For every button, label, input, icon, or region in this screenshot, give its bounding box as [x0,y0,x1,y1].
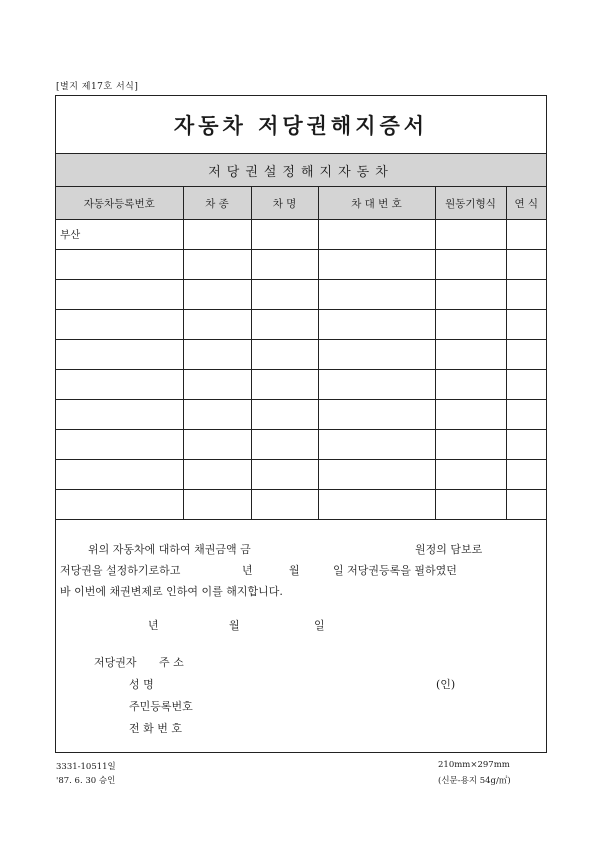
table-cell[interactable] [318,340,435,370]
seal-mark: (인) [436,678,456,691]
table-cell[interactable] [318,220,435,250]
table-cell[interactable] [318,310,435,340]
header-chassis-number: 차 대 번 호 [318,187,435,220]
resident-number-label: 주민등록번호 [129,700,193,713]
table-cell[interactable] [506,310,546,340]
table-cell[interactable] [56,280,183,310]
table-cell[interactable] [251,280,318,310]
table-cell[interactable] [251,220,318,250]
table-cell[interactable] [251,310,318,340]
header-vehicle-type: 차 종 [183,187,251,220]
table-cell[interactable] [251,400,318,430]
table-cell[interactable] [506,400,546,430]
table-row [56,280,546,310]
table-cell[interactable] [183,460,251,490]
table-row [56,430,546,460]
header-model-year: 연 식 [506,187,546,220]
table-cell[interactable] [435,460,506,490]
table-cell[interactable] [506,340,546,370]
table-cell[interactable] [183,430,251,460]
header-engine-type: 원동기형식 [435,187,506,220]
table-cell[interactable] [56,370,183,400]
table-cell[interactable] [318,250,435,280]
paper-size: 210mm×297mm [438,760,510,770]
statement-line-2-year: 년 [242,564,253,577]
section-title: 저당권설정해지자동차 [56,154,546,187]
table-cell[interactable] [318,460,435,490]
address-label: 주 소 [159,656,184,669]
table-cell[interactable] [183,370,251,400]
table-cell[interactable] [506,280,546,310]
table-cell[interactable] [506,370,546,400]
table-cell[interactable] [183,220,251,250]
form-code: 3331-10511일 [56,762,116,772]
approval-date: '87. 6. 30 승인 [56,776,116,786]
table-cell[interactable] [56,250,183,280]
table-row [56,460,546,490]
certificate-form [55,95,547,753]
table-cell[interactable] [506,490,546,520]
table-cell[interactable] [506,220,546,250]
table-cell[interactable] [251,460,318,490]
header-registration-number: 자동차등록번호 [56,187,183,220]
vehicle-table [56,187,546,520]
paper-spec: (신문-용지 54g/㎡) [438,776,511,786]
table-cell[interactable] [435,220,506,250]
document-title: 자동차 저당권해지증서 [56,96,546,154]
table-cell[interactable] [506,250,546,280]
table-cell[interactable] [435,490,506,520]
table-row [56,220,546,250]
statement-line-2b: 일 저당권등록을 필하였던 [333,564,457,577]
table-cell[interactable] [251,370,318,400]
table-cell[interactable] [183,490,251,520]
table-cell[interactable] [56,310,183,340]
table-cell[interactable] [183,280,251,310]
table-cell[interactable] [435,310,506,340]
table-row [56,370,546,400]
table-cell[interactable] [318,400,435,430]
name-label: 성 명 [129,678,154,691]
table-row [56,250,546,280]
table-cell[interactable] [56,460,183,490]
date-day-label: 일 [314,619,325,632]
statement-line-3: 바 이번에 채권변제로 인하여 이를 해지합니다. [60,585,283,598]
date-year-label: 년 [148,619,159,632]
form-number-label: [별지 제17호 서식] [56,82,139,92]
table-cell[interactable] [435,400,506,430]
date-month-label: 월 [229,619,240,632]
table-cell[interactable] [56,340,183,370]
table-row [56,340,546,370]
table-cell[interactable] [251,340,318,370]
table-cell[interactable] [435,430,506,460]
table-row [56,310,546,340]
table-row [56,400,546,430]
table-cell[interactable] [183,400,251,430]
table-cell[interactable] [251,430,318,460]
header-vehicle-name: 차 명 [251,187,318,220]
statement-line-2-month: 월 [289,564,300,577]
phone-label: 전 화 번 호 [129,722,182,735]
table-cell[interactable] [56,430,183,460]
table-cell[interactable] [435,250,506,280]
table-header-row [56,187,546,220]
table-cell[interactable] [435,340,506,370]
table-cell[interactable] [435,280,506,310]
table-cell[interactable] [318,280,435,310]
table-cell[interactable] [56,490,183,520]
statement-line-1b: 원정의 담보로 [415,543,483,556]
statement-line-1a: 위의 자동차에 대하여 채권금액 금 [88,543,251,556]
table-cell[interactable] [183,310,251,340]
table-cell[interactable] [318,370,435,400]
table-cell[interactable]: 부산 [56,220,183,250]
table-cell[interactable] [318,490,435,520]
table-cell[interactable] [56,400,183,430]
table-cell[interactable] [506,430,546,460]
table-cell[interactable] [183,250,251,280]
table-row [56,490,546,520]
table-cell[interactable] [318,430,435,460]
table-cell[interactable] [435,370,506,400]
mortgagee-label: 저당권자 [94,656,137,669]
table-cell[interactable] [251,490,318,520]
table-cell[interactable] [251,250,318,280]
table-cell[interactable] [506,460,546,490]
statement-line-2a: 저당권을 설정하기로하고 [60,564,181,577]
table-cell[interactable] [183,340,251,370]
